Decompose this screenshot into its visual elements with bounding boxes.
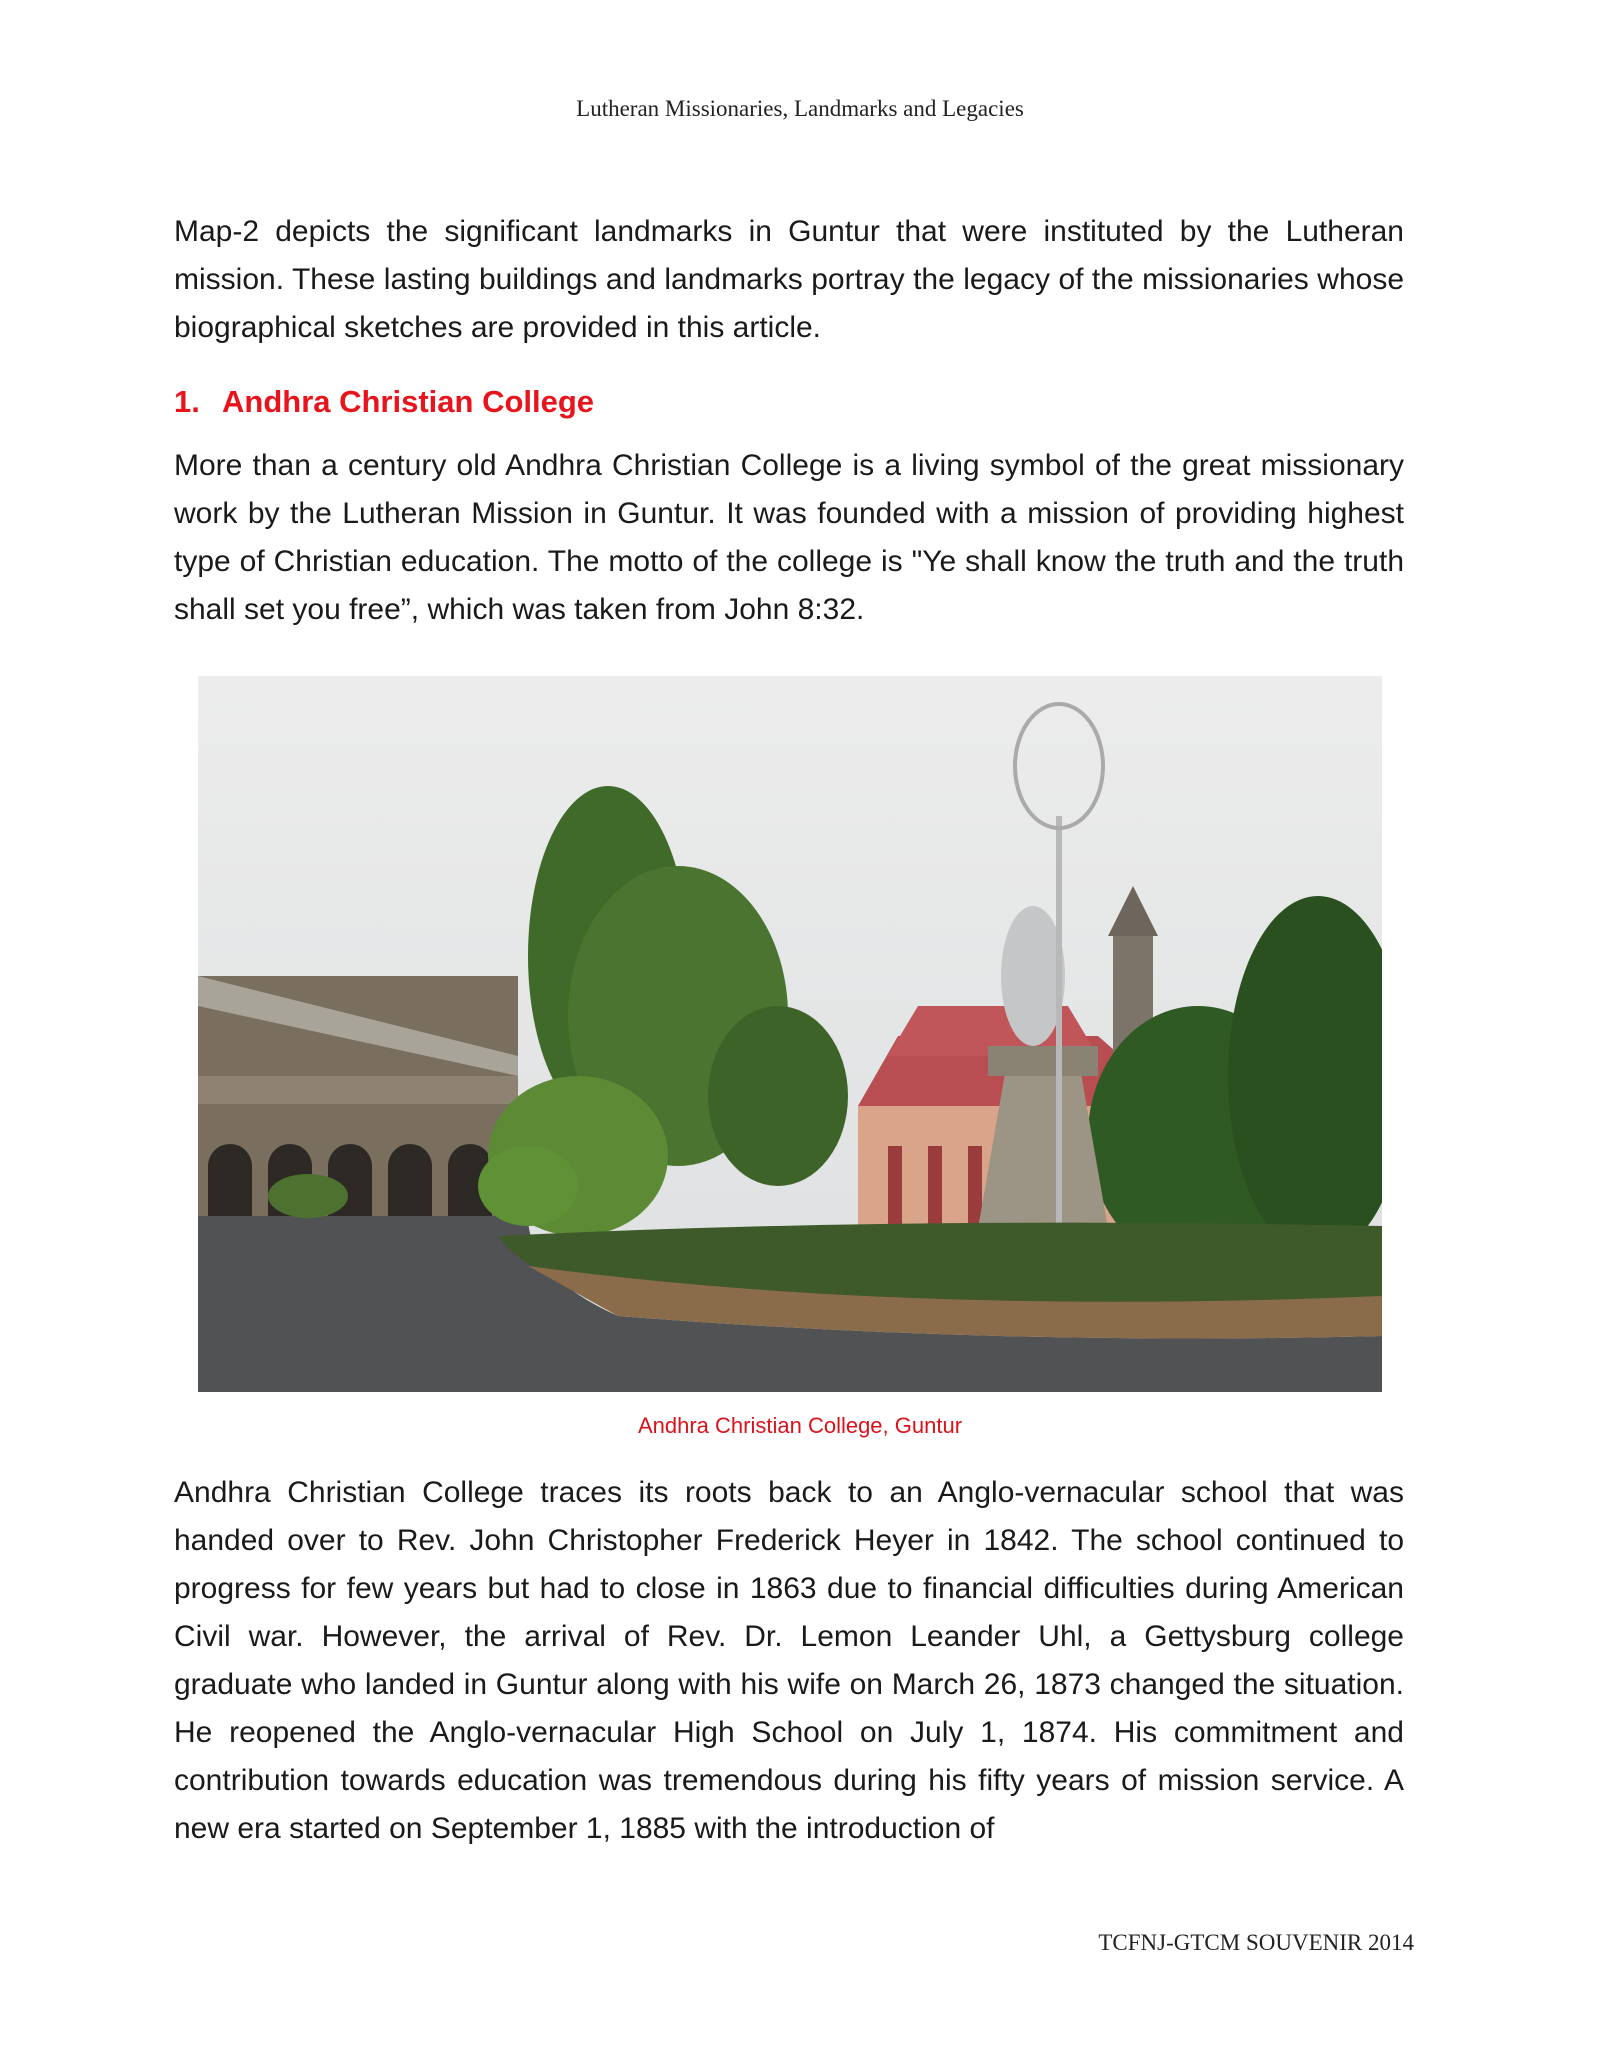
section-paragraph-2: Andhra Christian College traces its roots back to an Anglo-vernacular school that was handed over to Rev. John Christopher Frederick Heyer in 1842. The school continued to progress for few years but had to close in 1863 due to financial difficulties during American Civil war. However, the arrival of Rev. Dr. Lemon Leander Uhl, a Gettysburg college graduate who landed in Guntur along with his wife on March 26, 1873 changed the situation. He reopened the Anglo-vernacular High School on July 1, 1874. His commitment and contribution towards education was tremendous during his fifty years of mission service. A new era started on September 1, 1885 with the introduction of bbox=[174, 1476, 1404, 1845]
college-photo bbox=[198, 676, 1382, 1392]
intro-paragraph: Map-2 depicts the significant landmarks in Guntur that were instituted by the Lutheran mission. These lasting buildings and landmarks portray the legacy of the missionaries whose biographical sketches are provided in this article. bbox=[174, 215, 1404, 344]
figure-caption: Andhra Christian College, Guntur bbox=[637, 1413, 963, 1438]
section-title: Andhra Christian College bbox=[222, 384, 595, 419]
section-heading bbox=[174, 378, 594, 426]
running-header: Lutheran Missionaries, Landmarks and Legacies bbox=[576, 96, 1024, 121]
section-number: 1. bbox=[174, 384, 200, 419]
section-paragraph-1: More than a century old Andhra Christian College is a living symbol of the great missionary work by the Lutheran Mission in Guntur. It was founded with a mission of providing highest type of Christian education. The motto of the college is "Ye shall know the truth and the truth shall set you free”, which was taken from John 8:32. bbox=[174, 449, 1404, 626]
running-footer: TCFNJ-GTCM SOUVENIR 2014 bbox=[1098, 1930, 1414, 1955]
